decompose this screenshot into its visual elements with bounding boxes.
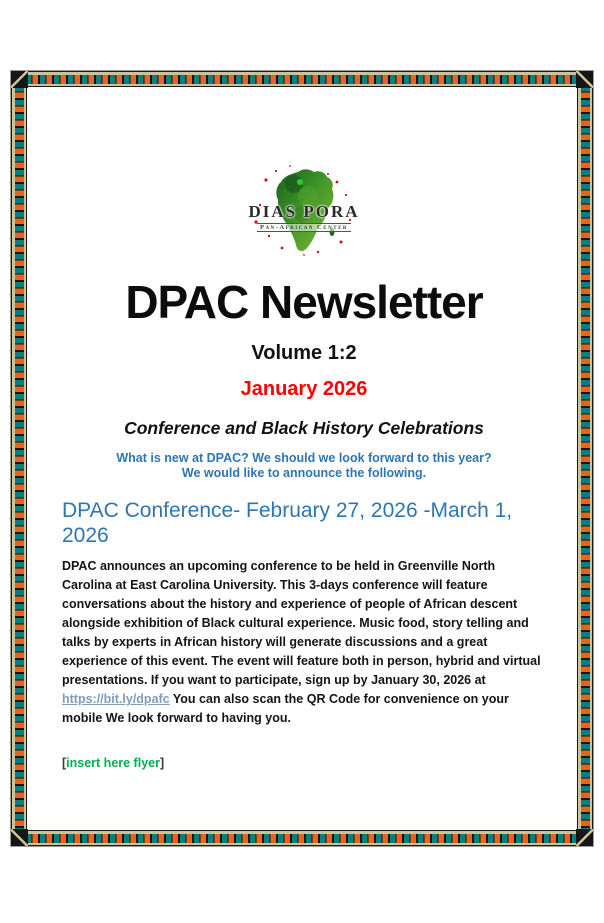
intro-line-2: We would like to announce the following.	[181, 466, 427, 480]
border-corner-bottom-left	[11, 829, 28, 846]
signup-link[interactable]: https://bit.ly/dpafc	[62, 692, 170, 707]
border-edge-right	[577, 71, 593, 846]
flyer-placeholder	[62, 756, 546, 770]
intro-line-1: What is new at DPAC? We should we look forward to this year?	[116, 451, 492, 465]
flyer-placeholder-label: insert here flyer	[66, 756, 160, 771]
issue-date: January 2026	[240, 378, 368, 400]
intro-text	[62, 451, 546, 481]
article-body	[62, 557, 546, 728]
page-content	[62, 72, 546, 770]
logo-wordmark: DIAS PORA	[248, 202, 360, 221]
article-body-after-link: You can also scan the QR Code for convenience on your mobile We look forward to having you.	[62, 692, 509, 726]
volume-label: Volume 1:2	[251, 342, 357, 364]
border-edge-left	[11, 71, 27, 846]
border-corner-top-right	[576, 71, 593, 88]
newsletter-title: DPAC Newsletter	[125, 276, 483, 328]
border-corner-bottom-right	[576, 829, 593, 846]
flyer-open-bracket: [	[62, 756, 67, 771]
border-edge-bottom	[11, 830, 593, 846]
border-corner-top-left	[11, 71, 28, 88]
article-body-before-link: DPAC announces an upcoming conference to be held in Greenville North Carolina at East Carolina University. This 3-days conference will feature conversations about the history and experience of people of African descent alongside exhibition of Black cultural experience. Music food, story telling and talks by experts in African history will generate discussions and a great experience of this event. The event will feature both in person, hybrid and virtual presentations. If you want to participate, sign up by January 30, 2026 at	[62, 559, 541, 688]
flyer-close-bracket: ]	[159, 756, 165, 771]
tagline: Conference and Black History Celebrations	[124, 418, 484, 438]
article-heading: DPAC Conference- February 27, 2026 -March 1, 2026	[62, 499, 513, 548]
dpac-logo	[242, 162, 366, 258]
logo-subtitle: Pan-African Center	[257, 223, 351, 232]
